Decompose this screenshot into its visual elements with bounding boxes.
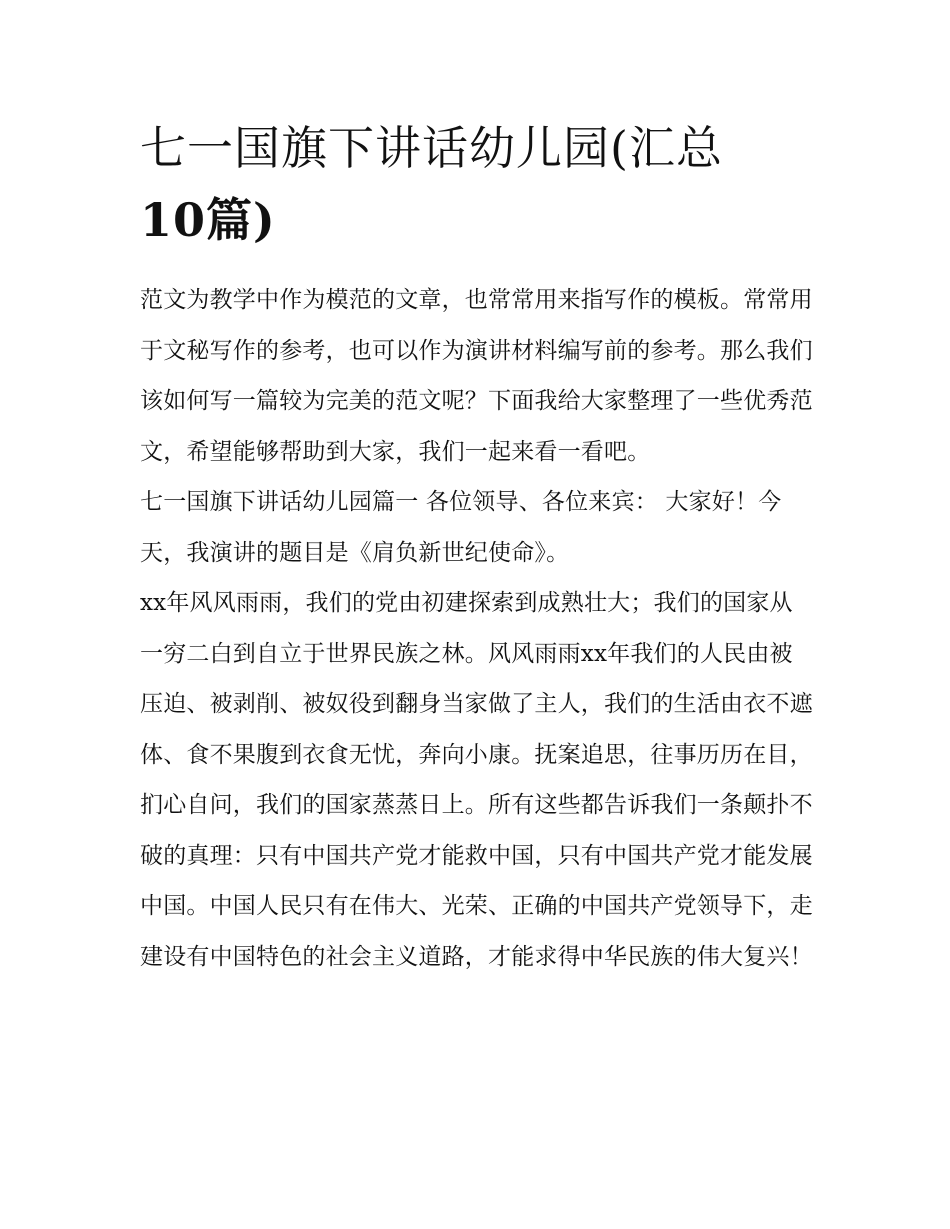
title-line-1: 七一国旗下讲话幼儿园(汇总	[140, 121, 723, 175]
document-content	[140, 112, 815, 982]
speech-body-paragraph: xx年风风雨雨，我们的党由初建探索到成熟壮大；我们的国家从一穷二白到自立于世界民族之林。风风雨雨xx年我们的人民由被压迫、被剥削、被奴役到翻身当家做了主人，我们的生活由衣不遮体、食不果腹到衣食无忧，奔向小康。抚案追思，往事历历在目，扪心自问，我们的国家蒸蒸日上。所有这些都告诉我们一条颠扑不破的真理：只有中国共产党才能救中国，只有中国共产党才能发展中国。中国人民只有在伟大、光荣、正确的中国共产党领导下，走建设有中国特色的社会主义道路，才能求得中华民族的伟大复兴！	[140, 590, 813, 970]
document-title	[140, 112, 815, 256]
speech-opening-paragraph: 七一国旗下讲话幼儿园篇一 各位领导、各位来宾： 大家好！今天，我演讲的题目是《肩负新世纪使命》。	[140, 489, 782, 566]
title-line-2: 10篇)	[140, 193, 276, 247]
intro-paragraph: 范文为教学中作为模范的文章，也常常用来指写作的模板。常常用于文秘写作的参考，也可以作为演讲材料编写前的参考。那么我们该如何写一篇较为完美的范文呢？下面我给大家整理了一些优秀范文，希望能够帮助到大家，我们一起来看一看吧。	[140, 287, 813, 465]
